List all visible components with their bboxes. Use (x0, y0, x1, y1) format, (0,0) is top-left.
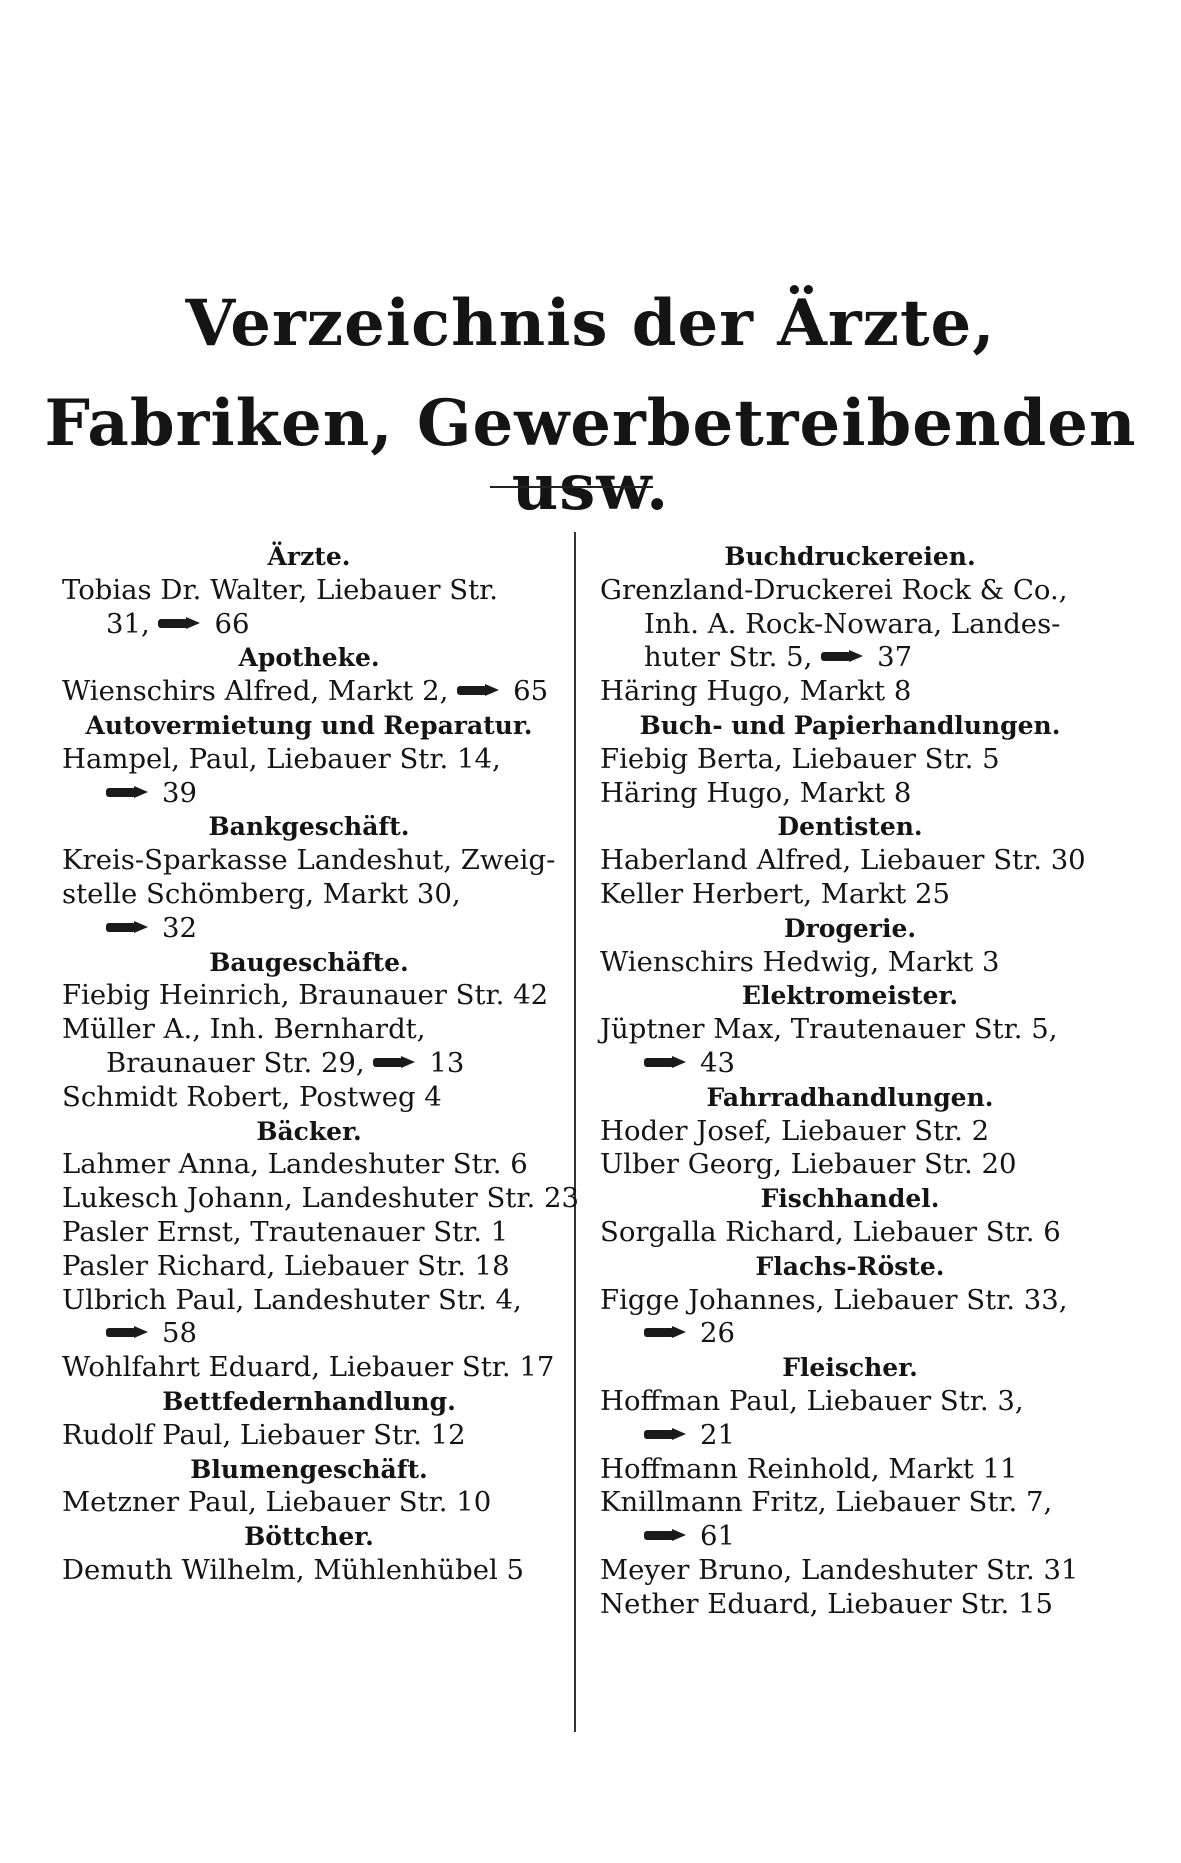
telephone-pointer-icon (644, 1326, 688, 1339)
directory-entry (62, 675, 556, 709)
telephone-pointer-icon (821, 650, 865, 663)
directory-entry (62, 1284, 556, 1352)
directory-entry (62, 844, 556, 945)
entry-line: Tobias Dr. Walter, Liebauer Str. (62, 573, 499, 606)
directory-entry: Hoffmann Reinhold, Markt 11 (600, 1452, 1018, 1485)
phone-number: 26 (700, 1317, 735, 1350)
section-heading: Fleischer. (782, 1353, 918, 1383)
title-divider (490, 486, 653, 488)
entry-line (62, 608, 556, 642)
phone-number: 21 (700, 1418, 735, 1451)
entry-line (600, 1520, 1100, 1554)
telephone-pointer-icon (373, 1056, 417, 1069)
section-heading: Baugeschäfte. (209, 947, 409, 977)
right-column (600, 540, 1100, 1622)
phone-number: 65 (513, 675, 549, 708)
section-heading: Böttcher. (244, 1522, 374, 1552)
directory-entry: Wohlfahrt Eduard, Liebauer Str. 17 (62, 1351, 555, 1384)
telephone-pointer-icon (106, 1326, 150, 1339)
entry-line: Hoffman Paul, Liebauer Str. 3, (600, 1384, 1024, 1417)
section-heading: Fischhandel. (760, 1184, 940, 1214)
entry-line (62, 777, 556, 811)
directory-entry (600, 1284, 1100, 1352)
entry-line: Ulbrich Paul, Landeshuter Str. 4, (62, 1283, 522, 1316)
section-heading: Drogerie. (783, 913, 917, 943)
section-heading: Fahrradhandlungen. (706, 1082, 994, 1112)
entry-line (600, 641, 1100, 675)
phone-number: 61 (700, 1520, 735, 1553)
directory-entry: Lukesch Johann, Landeshuter Str. 23 (62, 1182, 579, 1215)
section-heading: Autovermietung und Reparatur. (85, 710, 533, 740)
directory-entry: Fiebig Berta, Liebauer Str. 5 (600, 742, 1000, 775)
directory-entry: Nether Eduard, Liebauer Str. 15 (600, 1587, 1053, 1620)
entry-line (62, 912, 556, 946)
section-heading: Buch- und Papierhandlungen. (639, 710, 1061, 740)
directory-entry (600, 1486, 1100, 1554)
phone-number: 37 (877, 641, 913, 674)
section-heading: Bettfedernhandlung. (162, 1386, 456, 1416)
telephone-pointer-icon (457, 684, 501, 697)
telephone-pointer-icon (158, 617, 202, 630)
entry-line (62, 1317, 556, 1351)
directory-entry: Schmidt Robert, Postweg 4 (62, 1080, 442, 1113)
directory-entry (600, 1385, 1100, 1453)
directory-entry: Lahmer Anna, Landeshuter Str. 6 (62, 1148, 528, 1181)
entry-line: Knillmann Fritz, Liebauer Str. 7, (600, 1486, 1053, 1519)
entry-line (62, 1047, 556, 1081)
entry-line (600, 1419, 1100, 1453)
phone-number: 13 (429, 1046, 465, 1079)
entry-line (600, 1317, 1100, 1351)
entry-line (62, 675, 556, 709)
entry-line: Figge Johannes, Liebauer Str. 33, (600, 1283, 1068, 1316)
directory-entry: Pasler Richard, Liebauer Str. 18 (62, 1249, 510, 1282)
directory-entry (600, 574, 1100, 675)
telephone-pointer-icon (106, 921, 150, 934)
section-heading: Bäcker. (256, 1116, 362, 1146)
section-heading: Dentisten. (777, 812, 923, 842)
section-heading: Apotheke. (238, 643, 380, 673)
directory-entry: Wienschirs Hedwig, Markt 3 (600, 945, 1000, 978)
directory-entry (62, 743, 556, 811)
directory-entry: Häring Hugo, Markt 8 (600, 776, 912, 809)
section-heading: Elektromeister. (741, 981, 959, 1011)
telephone-pointer-icon (644, 1529, 688, 1542)
phone-number: 58 (162, 1317, 197, 1350)
phone-number: 39 (162, 776, 197, 809)
left-column (62, 540, 579, 1588)
entry-text: Braunauer Str. 29, (106, 1046, 365, 1079)
entry-line: Hampel, Paul, Liebauer Str. 14, (62, 742, 501, 775)
directory-entry (62, 574, 556, 642)
phone-number: 43 (700, 1046, 735, 1079)
directory-entry: Haberland Alfred, Liebauer Str. 30 (600, 844, 1086, 877)
directory-entry: Häring Hugo, Markt 8 (600, 675, 912, 708)
directory-entry: Fiebig Heinrich, Braunauer Str. 42 (62, 979, 549, 1012)
entry-line: Kreis-Sparkasse Landeshut, Zweig- (62, 844, 556, 877)
section-heading: Blumengeschäft. (190, 1454, 428, 1484)
directory-entry: Metzner Paul, Liebauer Str. 10 (62, 1486, 492, 1519)
entry-text: 31, (106, 607, 150, 640)
page-title-line-2: Fabriken, Gewerbetreibenden usw. (44, 386, 1137, 525)
section-heading: Bankgeschäft. (208, 812, 410, 842)
telephone-pointer-icon (644, 1056, 688, 1069)
section-heading: Buchdruckereien. (724, 542, 976, 571)
directory-entry: Meyer Bruno, Landeshuter Str. 31 (600, 1553, 1079, 1586)
section-heading: Ärzte. (267, 542, 351, 571)
entry-line: Jüptner Max, Trautenauer Str. 5, (600, 1013, 1058, 1046)
directory-entry: Rudolf Paul, Liebauer Str. 12 (62, 1418, 466, 1451)
entry-line (600, 1047, 1100, 1081)
directory-entry: Sorgalla Richard, Liebauer Str. 6 (600, 1215, 1061, 1248)
directory-entry (600, 1013, 1100, 1081)
directory-entry: Pasler Ernst, Trautenauer Str. 1 (62, 1215, 509, 1248)
telephone-pointer-icon (644, 1428, 688, 1441)
entry-line: Grenzland-Druckerei Rock & Co., (600, 573, 1068, 606)
phone-number: 32 (162, 911, 197, 944)
entry-line: Inh. A. Rock-Nowara, Landes- (644, 607, 1061, 640)
entry-text: huter Str. 5, (644, 641, 813, 674)
phone-number: 66 (214, 607, 250, 640)
directory-entry: Keller Herbert, Markt 25 (600, 877, 950, 910)
section-heading: Flachs-Röste. (755, 1251, 945, 1281)
entry-line: stelle Schömberg, Markt 30, (62, 877, 461, 910)
directory-entry: Hoder Josef, Liebauer Str. 2 (600, 1114, 990, 1147)
directory-entry: Demuth Wilhelm, Mühlenhübel 5 (62, 1553, 525, 1586)
telephone-pointer-icon (106, 786, 150, 799)
entry-text: Wienschirs Alfred, Markt 2, (62, 675, 449, 708)
page-title-line-1: Verzeichnis der Ärzte, (185, 286, 996, 361)
entry-line: Müller A., Inh. Bernhardt, (62, 1013, 426, 1046)
column-divider (574, 532, 576, 1732)
directory-entry (62, 1013, 556, 1081)
directory-entry: Ulber Georg, Liebauer Str. 20 (600, 1148, 1017, 1181)
